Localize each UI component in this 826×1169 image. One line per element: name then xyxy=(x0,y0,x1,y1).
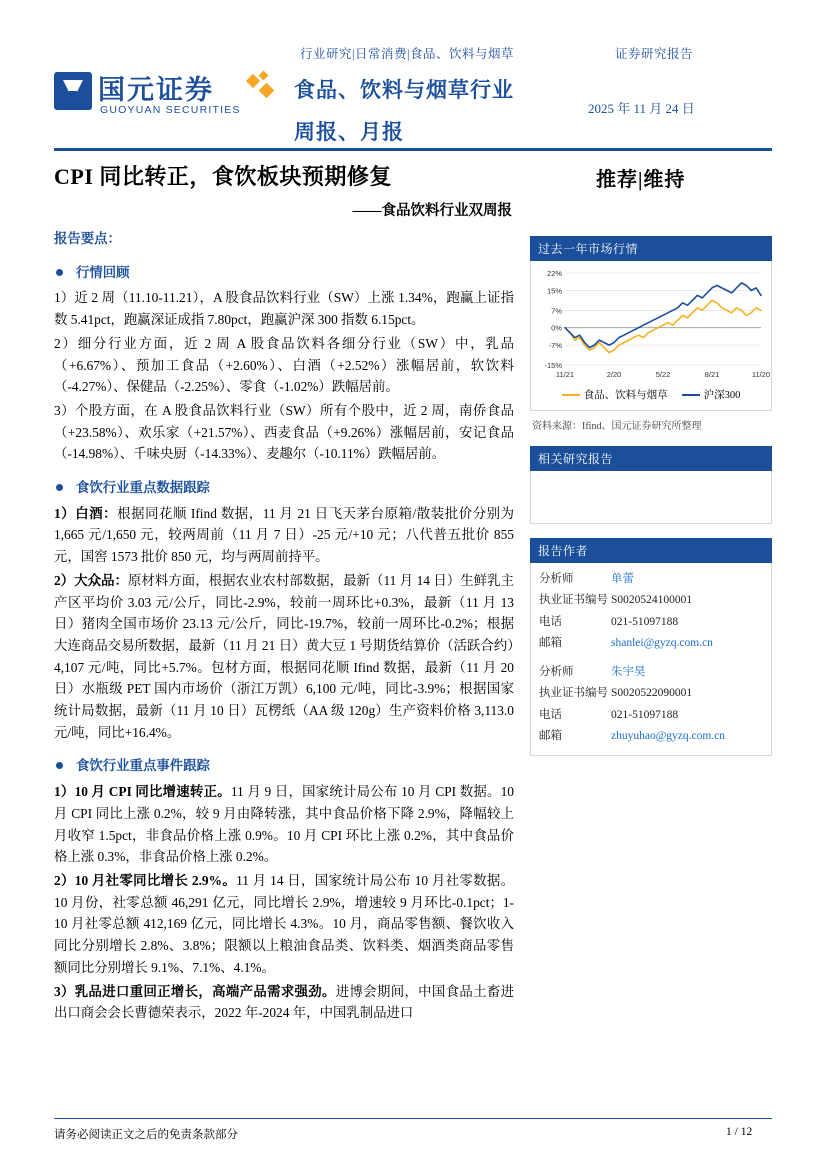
author-row xyxy=(539,612,763,633)
chart-legend xyxy=(535,387,767,402)
paragraph-4-text: 根据同花顺 Ifind 数据，11 月 21 日飞天茅台原箱/散装批价分别为 1,665 元/1,650 元，较两周前（11 月 7 日）-25 元/+10 元；八代普五批价 855 元，国窖 1573 批价 850 元，均与两周前持平。 xyxy=(54,505,514,565)
svg-text:22%: 22% xyxy=(546,269,562,278)
paragraph-7-text: 11 月 14 日，国家统计局公布 10 月社零数据。10 月份，社零总额 46,291 亿元，同比增长 2.9%，增速较 9 月环比-0.1pct；1-10 月社零总额 412,169 亿元，同比增长 4.3%。10 月，商品零售额、餐饮收入同比分别增长 2.8%、3.8%；限额以上粮油食品类、饮料类、烟酒类商品零售额同比分别增长 9.1%、7.1%、4.1%。 xyxy=(54,872,514,975)
paragraph-7 xyxy=(54,870,514,979)
company-logo xyxy=(54,66,269,128)
logo-mark-icon xyxy=(54,72,92,110)
footer-page-number: 1 / 12 xyxy=(726,1126,753,1138)
svg-text:7%: 7% xyxy=(551,306,562,316)
footer-disclaimer: 请务必阅读正文之后的免责条款部分 xyxy=(54,1129,238,1141)
paragraph-1: 1）近 2 周（11.10-11.21），A 股食品饮料行业（SW）上涨 1.34%，跑赢上证指数 5.41pct，跑赢深证成指 7.80pct，跑赢沪深 300 指数 6.15pct。 xyxy=(54,290,514,328)
report-body xyxy=(54,228,514,1026)
legend-swatch-csi300 xyxy=(682,394,700,396)
legend-label-food-beverage: 食品、饮料与烟草 xyxy=(583,390,668,401)
paragraph-6-text: 11 月 9 日，国家统计局公布 10 月 CPI 数据。10 月 CPI 同比上涨 0.2%，较 9 月由降转涨，其中食品价格下降 2.9%，降幅较上月收窄 1.5pct，非食品价格上涨 0.9%。10 月 CPI 环比上涨 0.2%，其中食品价格上涨 0.3%，非食品价格上涨 0.2%。 xyxy=(54,784,515,865)
logo-text-cn: 国元证券 xyxy=(98,75,214,105)
author-field-label: 分析师 xyxy=(539,666,574,679)
paragraph-6 xyxy=(54,781,514,868)
market-chart-svg xyxy=(535,267,771,385)
paragraph-3: 3）个股方面，在 A 股食品饮料行业（SW）所有个股中，近 2 周，南侨食品（+23.58%）、欢乐家（+21.57%）、西麦食品（+9.26%）涨幅居前，安记食品（-14.98%）、千味央厨（-14.33%）、麦趣尔（-10.11%）跌幅居前。 xyxy=(54,402,514,462)
author-field-label: 执业证书编号 xyxy=(539,687,608,700)
author-field-value: 朱宇昊 xyxy=(611,666,646,679)
paragraph-8-text: 进博会期间，中国食品土畜进出口商会会长曹德荣表示，2022 年-2024 年，中国乳制品进口 xyxy=(54,983,514,1021)
legend-swatch-food-beverage xyxy=(562,394,580,396)
paragraph-5 xyxy=(54,570,514,744)
authors-separator xyxy=(539,654,763,662)
breadcrumb: 行业研究|日常消费|食品、饮料与烟草 xyxy=(300,47,515,61)
author-email[interactable]: shanlei@gyzq.com.cn xyxy=(611,636,713,649)
chart-panel-title: 过去一年市场行情 xyxy=(530,236,772,261)
paragraph-4 xyxy=(54,503,514,568)
author-field-value: S0020522090001 xyxy=(611,687,693,700)
svg-text:15%: 15% xyxy=(546,286,562,296)
author-row xyxy=(539,569,763,590)
author-field-label: 邮箱 xyxy=(539,636,562,649)
paragraph-7-lead: 2）10 月社零同比增长 2.9%。 xyxy=(54,872,237,888)
legend-label-csi300: 沪深300 xyxy=(703,390,741,401)
paragraph-5-lead: 2）大众品： xyxy=(54,572,128,588)
section-heading-key-data: 食饮行业重点数据跟踪 xyxy=(54,477,514,499)
svg-text:0%: 0% xyxy=(551,323,562,333)
header-divider xyxy=(54,148,772,151)
author-field-value: 021-51097188 xyxy=(611,708,679,721)
report-points-label: 报告要点： xyxy=(54,231,121,246)
author-email[interactable]: zhuyuhao@gyzq.com.cn xyxy=(611,729,726,742)
author-field-value: 021-51097188 xyxy=(611,615,679,628)
author-field-value: S0020524100001 xyxy=(611,594,693,607)
svg-text:8/21: 8/21 xyxy=(704,370,720,379)
chart-source-note: 资料来源：Ifind、国元证券研究所整理 xyxy=(532,421,702,432)
author-row xyxy=(539,683,763,704)
author-row xyxy=(539,662,763,683)
paragraph-2: 2）细分行业方面，近 2 周 A 股食品饮料各细分行业（SW）中，乳品（+6.67%）、预加工食品（+2.60%）、白酒（+2.52%）涨幅居前，软饮料（-4.27%）、保健品（-2.25%）、零食（-1.02%）跌幅居前。 xyxy=(54,335,514,395)
author-row xyxy=(539,726,763,747)
legend-item-food-beverage xyxy=(562,387,668,402)
related-reports-title: 相关研究报告 xyxy=(530,446,772,471)
svg-text:11/21: 11/21 xyxy=(555,370,575,379)
page-title: CPI 同比转正，食饮板块预期修复 xyxy=(54,164,392,189)
paragraph-4-lead: 1）白酒： xyxy=(54,505,118,521)
sidebar xyxy=(530,236,772,756)
authors-list xyxy=(530,563,772,756)
author-field-label: 分析师 xyxy=(539,573,574,585)
footer-divider xyxy=(54,1118,772,1119)
author-field-label: 电话 xyxy=(539,708,562,721)
author-row xyxy=(539,633,763,654)
report-type-label: 证券研究报告 xyxy=(615,47,694,61)
market-chart xyxy=(530,261,772,411)
section-heading-key-events: 食饮行业重点事件跟踪 xyxy=(54,755,514,777)
svg-text:11/20: 11/20 xyxy=(751,370,771,379)
related-reports-list xyxy=(530,471,772,524)
svg-text:5/22: 5/22 xyxy=(655,370,671,379)
header-row xyxy=(0,44,826,64)
section-heading-market-review: 行情回顾 xyxy=(54,262,514,284)
author-field-label: 执业证书编号 xyxy=(539,594,608,607)
author-row xyxy=(539,705,763,726)
author-field-value: 单蕾 xyxy=(611,573,634,585)
document-title-line1: 食品、饮料与烟草行业 xyxy=(294,78,514,102)
page-subtitle: ——食品饮料行业双周报 xyxy=(352,203,512,219)
legend-item-csi300 xyxy=(682,387,741,402)
rating-badge: 推荐|维持 xyxy=(596,169,686,191)
paragraph-8 xyxy=(54,981,514,1024)
author-field-label: 电话 xyxy=(539,615,562,628)
svg-text:-7%: -7% xyxy=(548,341,562,351)
svg-text:-15%: -15% xyxy=(544,361,562,370)
author-row xyxy=(539,590,763,611)
paragraph-6-lead: 1）10 月 CPI 同比增速转正。 xyxy=(54,784,231,800)
paragraph-5-text: 原材料方面，根据农业农村部数据，最新（11 月 14 日）生鲜乳主产区平均价 3.03 元/公斤，同比-2.9%，较前一周环比+0.3%，最新（11 月 13 日）猪肉全国市场价 23.13 元/公斤，同比-19.7%，较前一周环比-0.2%；根据大连商品交易所数据，最新（11 月 21 日）黄大豆 1 号期货结算价（活跃合约）4,107 元/吨，同比+5.7%。包材方面，根据同花顺 Ifind 数据，最新（11 月 20 日）水瓶级 PET 国内市场价（浙江万凯）6,100 元/吨，同比-3.9%；根据国家统计局数据，最新（11 月 10 日）瓦楞纸（AA 级 120g）生产资料价格 3,113.0 元/吨，同比+16.4%。 xyxy=(54,572,514,740)
logo-text-en: GUOYUAN SECURITIES xyxy=(100,104,241,116)
logo-decoration-icon xyxy=(248,72,276,100)
document-title-line2: 周报、月报 xyxy=(294,120,404,144)
document-date: 2025 年 11 月 24 日 xyxy=(588,101,695,116)
paragraph-8-lead: 3）乳品进口重回正增长，高端产品需求强劲。 xyxy=(54,983,336,999)
authors-panel-title: 报告作者 xyxy=(530,538,772,563)
author-field-label: 邮箱 xyxy=(539,729,562,742)
svg-text:2/20: 2/20 xyxy=(606,370,622,379)
